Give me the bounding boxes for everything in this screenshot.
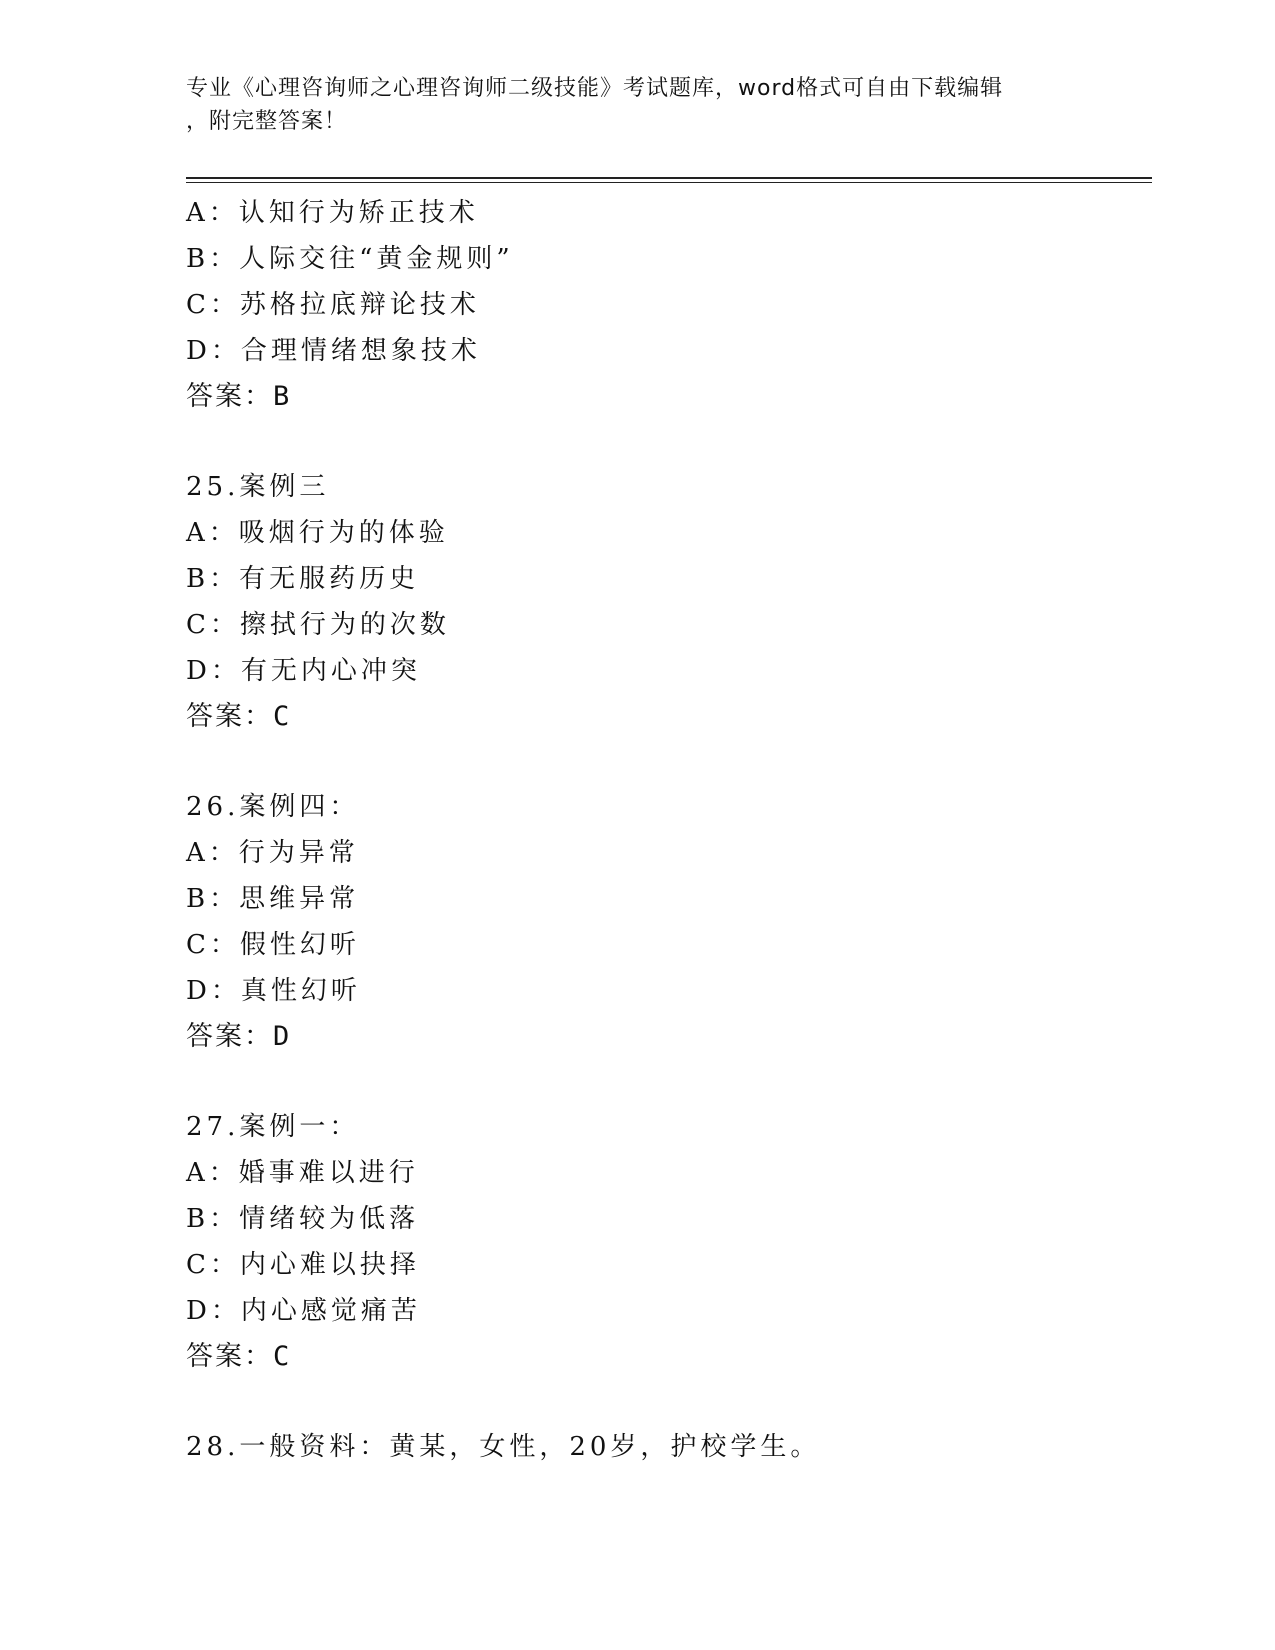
option-a: A：行为异常 bbox=[186, 838, 359, 868]
option-d: D：真性幻听 bbox=[186, 976, 361, 1006]
answer-line bbox=[186, 374, 1146, 420]
question-continuation bbox=[186, 190, 1146, 420]
option-c: C：苏格拉底辩论技术 bbox=[186, 290, 480, 320]
option-c: C：假性幻听 bbox=[186, 930, 360, 960]
option-b: B：有无服药历史 bbox=[186, 564, 420, 594]
answer-value: D bbox=[273, 1021, 292, 1052]
header-divider-thick bbox=[186, 177, 1152, 179]
option-c: C：擦拭行为的次数 bbox=[186, 610, 450, 640]
question-stem: 27.案例一： bbox=[186, 1112, 360, 1142]
option-b: B：情绪较为低落 bbox=[186, 1204, 420, 1234]
answer-value: C bbox=[273, 1341, 292, 1372]
answer-line bbox=[186, 1334, 1146, 1380]
answer-line bbox=[186, 1014, 1146, 1060]
header-title-line-1: 专业《心理咨询师之心理咨询师二级技能》考试题库，word格式可自由下载编辑 bbox=[186, 76, 1004, 101]
question-27 bbox=[186, 1104, 1146, 1380]
spacer bbox=[186, 740, 1146, 784]
question-stem: 28.一般资料：黄某，女性，20岁，护校学生。 bbox=[186, 1432, 821, 1462]
answer-label: 答案： bbox=[186, 1341, 273, 1372]
answer-label: 答案： bbox=[186, 381, 273, 412]
header-divider-thin bbox=[186, 182, 1152, 183]
answer-line bbox=[186, 694, 1146, 740]
question-stem: 26.案例四： bbox=[186, 792, 360, 822]
answer-label: 答案： bbox=[186, 1021, 273, 1052]
question-stem: 25.案例三 bbox=[186, 472, 330, 502]
answer-value: B bbox=[273, 381, 292, 412]
option-d: D：合理情绪想象技术 bbox=[186, 336, 481, 366]
option-b: B：思维异常 bbox=[186, 884, 360, 914]
question-26 bbox=[186, 784, 1146, 1060]
spacer bbox=[186, 420, 1146, 464]
spacer bbox=[186, 1060, 1146, 1104]
option-a: A：婚事难以进行 bbox=[186, 1158, 419, 1188]
question-25 bbox=[186, 464, 1146, 740]
answer-label: 答案： bbox=[186, 701, 273, 732]
option-a: A：认知行为矫正技术 bbox=[186, 198, 479, 228]
option-d: D：有无内心冲突 bbox=[186, 656, 421, 686]
option-c: C：内心难以抉择 bbox=[186, 1250, 420, 1280]
spacer bbox=[186, 1380, 1146, 1424]
header-title-line-2: ，附完整答案！ bbox=[186, 109, 348, 134]
question-28 bbox=[186, 1424, 1146, 1470]
question-list bbox=[186, 190, 1146, 1470]
option-d: D：内心感觉痛苦 bbox=[186, 1296, 421, 1326]
document-header bbox=[186, 72, 1076, 138]
option-a: A：吸烟行为的体验 bbox=[186, 518, 449, 548]
option-b: B：人际交往“黄金规则” bbox=[186, 244, 514, 274]
answer-value: C bbox=[273, 701, 292, 732]
